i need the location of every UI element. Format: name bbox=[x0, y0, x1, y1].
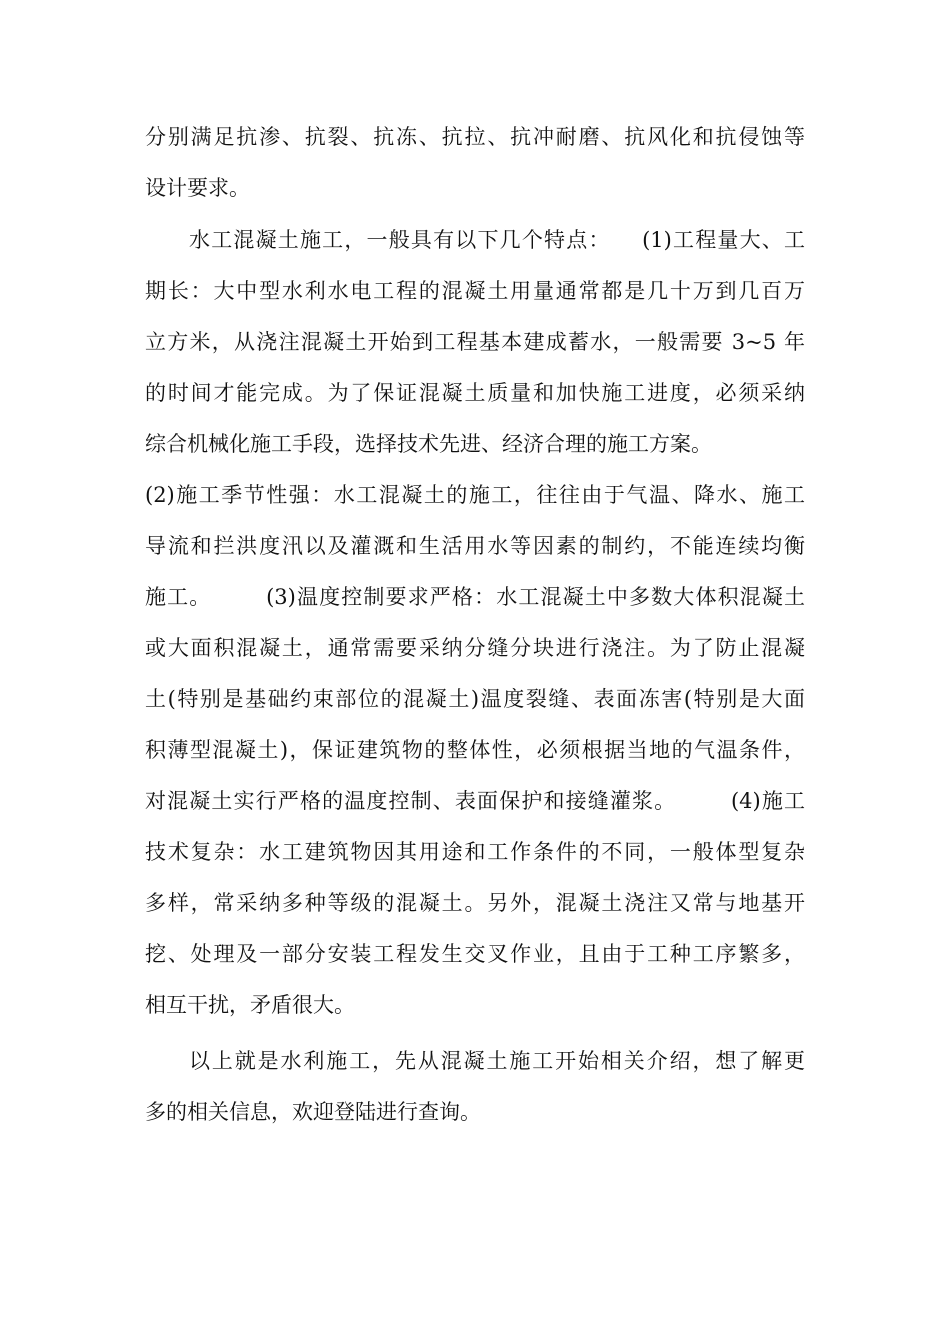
text-line: 设计要求。 bbox=[145, 176, 250, 200]
text-line: 土(特别是基础约束部位的混凝土)温度裂缝、表面冻害(特别是大面 bbox=[145, 687, 805, 711]
text-line: 积薄型混凝土)，保证建筑物的整体性，必须根据当地的气温条件， bbox=[145, 738, 805, 762]
text-line: 技术复杂：水工建筑物因其用途和工作条件的不同，一般体型复杂 bbox=[145, 840, 805, 864]
text-line: 综合机械化施工手段，选择技术先进、经济合理的施工方案。 bbox=[145, 432, 712, 456]
text-line: 的时间才能完成。为了保证混凝土质量和加快施工进度，必须采纳 bbox=[145, 381, 805, 405]
text-line: 水工混凝土施工，一般具有以下几个特点： (1)工程量大、工 bbox=[189, 228, 805, 252]
text-line: 相互干扰，矛盾很大。 bbox=[145, 993, 355, 1017]
text-line: 施工。 (3)温度控制要求严格：水工混凝土中多数大体积混凝土 bbox=[145, 585, 805, 609]
text-line: 以上就是水利施工，先从混凝土施工开始相关介绍，想了解更 bbox=[189, 1049, 805, 1073]
paragraph-characteristics bbox=[145, 215, 805, 1031]
text-line: 导流和拦洪度汛以及灌溉和生活用水等因素的制约，不能连续均衡 bbox=[145, 534, 805, 558]
text-line: (2)施工季节性强：水工混凝土的施工，往往由于气温、降水、施工 bbox=[145, 483, 805, 507]
text-line: 挖、处理及一部分安装工程发生交叉作业，且由于工种工序繁多， bbox=[145, 942, 805, 966]
text-line: 期长：大中型水利水电工程的混凝土用量通常都是几十万到几百万 bbox=[145, 279, 805, 303]
text-line: 分别满足抗渗、抗裂、抗冻、抗拉、抗冲耐磨、抗风化和抗侵蚀等 bbox=[145, 125, 805, 149]
paragraph-conclusion bbox=[145, 1036, 805, 1138]
text-line: 多的相关信息，欢迎登陆进行查询。 bbox=[145, 1100, 481, 1124]
text-line: 立方米，从浇注混凝土开始到工程基本建成蓄水，一般需要 3~5 年 bbox=[145, 330, 805, 354]
paragraph-requirements bbox=[145, 112, 805, 214]
text-line: 或大面积混凝土，通常需要采纳分缝分块进行浇注。为了防止混凝 bbox=[145, 636, 805, 660]
text-line: 多样，常采纳多种等级的混凝土。另外，混凝土浇注又常与地基开 bbox=[145, 891, 805, 915]
text-line: 对混凝土实行严格的温度控制、表面保护和接缝灌浆。 (4)施工 bbox=[145, 789, 805, 813]
